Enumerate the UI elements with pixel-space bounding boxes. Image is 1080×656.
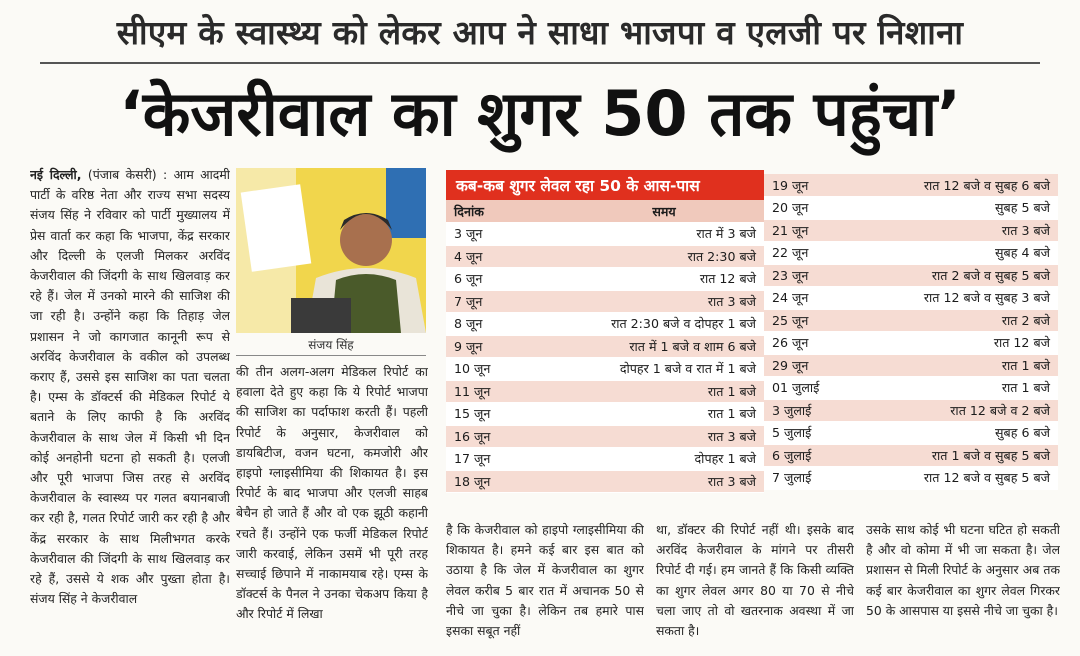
table-row	[446, 380, 764, 403]
dateline: नई दिल्ली,	[30, 167, 82, 182]
row-date: 6 जून	[446, 268, 564, 291]
article-column-3: है कि केजरीवाल को हाइपो ग्लाइसीमिया की शिकायत है। हमने कई बार इस बात को उठाया है कि जेल में केजरीवाल का शुगर लेवल करीब 5 बार रात में अचानक 50 से नीचे जा चुका है। लेकिन तब हमारे पास इसका सबूत नहीं	[446, 522, 644, 639]
row-date: 26 जून	[764, 332, 872, 355]
table-row	[764, 287, 1058, 310]
row-time: रात 3 बजे	[872, 219, 1058, 242]
row-time: रात 2:30 बजे व दोपहर 1 बजे	[564, 313, 764, 336]
table-row	[446, 313, 764, 336]
row-date: 5 जुलाई	[764, 422, 872, 445]
table-row	[764, 219, 1058, 242]
table-row	[446, 245, 764, 268]
row-time: रात 12 बजे	[564, 268, 764, 291]
table-row	[764, 354, 1058, 377]
row-date: 18 जून	[446, 470, 564, 493]
sanjay-singh-photo	[236, 168, 426, 333]
column-1-text: आम आदमी पार्टी के वरिष्ठ नेता और राज्य सभा सदस्य संजय सिंह ने रविवार को पार्टी मुख्यालय में प्रेस वार्ता कर कहा कि भाजपा, केंद्र सरकार और दिल्ली के एलजी मिलकर अरविंद केजरीवाल की जिंदगी के साथ खिलवाड़ कर रहे हैं। जेल में उनको मारने की साजिश की जा रही है। उन्होंने कहा कि तिहाड़ जेल प्रशासन ने जो कागजात कानूनी रूप से अरविंद केजरीवाल के वकील को उपलब्ध कराए हैं, उससे इस साजिश का पता चलता है। एम्स के डॉक्टर्स की मेडिकल रिपोर्ट ये बताने के लिए काफी है कि अरविंद केजरीवाल के साथ जेल में किसी भी दिन कोई अनहोनी घटना हो सकती है। एलजी और पूरी भाजपा जिस तरह से अरविंद केजरीवाल के स्वास्थ्य पर गलत बयानबाजी कर रही है, गलत रिपोर्ट जारी कर रही है और केंद्र सरकार के साथ मिलीभगत करके केजरीवाल की जिंदगी के साथ खिलवाड़ कर रहे हैं, उससे ये शक और पुख्ता होता है। संजय सिंह ने केजरीवाल	[30, 167, 230, 607]
table-row	[764, 444, 1058, 467]
row-time: रात 2:30 बजे	[564, 245, 764, 268]
table-row	[446, 470, 764, 493]
row-time: रात 2 बजे व सुबह 5 बजे	[872, 264, 1058, 287]
table-title: कब-कब शुगर लेवल रहा 50 के आस-पास	[446, 170, 764, 200]
table-row	[446, 335, 764, 358]
table-row	[764, 467, 1058, 490]
row-date: 16 जून	[446, 425, 564, 448]
row-time: रात 12 बजे	[872, 332, 1058, 355]
table-row	[446, 425, 764, 448]
row-date: 10 जून	[446, 358, 564, 381]
table-right	[764, 174, 1058, 490]
row-date: 29 जून	[764, 354, 872, 377]
table-row	[764, 422, 1058, 445]
source-tag: (पंजाब केसरी) :	[87, 167, 168, 182]
row-date: 24 जून	[764, 287, 872, 310]
row-date: 7 जून	[446, 290, 564, 313]
row-time: दोपहर 1 बजे	[564, 448, 764, 471]
row-date: 20 जून	[764, 197, 872, 220]
header-time: समय	[564, 200, 764, 223]
header-date: दिनांक	[446, 200, 564, 223]
row-time: रात 12 बजे व सुबह 6 बजे	[872, 174, 1058, 197]
row-time: सुबह 6 बजे	[872, 422, 1058, 445]
row-date: 8 जून	[446, 313, 564, 336]
table-row	[764, 377, 1058, 400]
row-time: रात 2 बजे	[872, 309, 1058, 332]
row-date: 01 जुलाई	[764, 377, 872, 400]
row-time: सुबह 4 बजे	[872, 242, 1058, 265]
row-date: 19 जून	[764, 174, 872, 197]
row-date: 6 जुलाई	[764, 444, 872, 467]
row-time: रात में 1 बजे व शाम 6 बजे	[564, 335, 764, 358]
table-row	[764, 242, 1058, 265]
table-row	[764, 264, 1058, 287]
table-row	[764, 399, 1058, 422]
row-date: 22 जून	[764, 242, 872, 265]
row-time: रात 12 बजे व सुबह 3 बजे	[872, 287, 1058, 310]
row-date: 17 जून	[446, 448, 564, 471]
article-column-5: उसके साथ कोई भी घटना घटित हो सकती है और वो कोमा में भी जा सकता है। जेल प्रशासन से मिली रिपोर्ट के अनुसार अब तक कई बार केजरीवाल का शुगर लेवल गिरकर 50 के आसपास या इससे नीचे जा चुका है।	[866, 522, 1060, 618]
row-date: 21 जून	[764, 219, 872, 242]
row-time: रात 1 बजे	[564, 403, 764, 426]
row-date: 11 जून	[446, 380, 564, 403]
table-row	[764, 332, 1058, 355]
row-date: 3 जून	[446, 223, 564, 246]
row-date: 7 जुलाई	[764, 467, 872, 490]
row-time: रात 1 बजे	[872, 354, 1058, 377]
table-row	[446, 448, 764, 471]
table-row	[764, 197, 1058, 220]
table-header-row	[446, 200, 764, 223]
row-time: रात में 3 बजे	[564, 223, 764, 246]
row-time: रात 1 बजे	[872, 377, 1058, 400]
photo-caption: संजय सिंह	[308, 338, 354, 352]
article-column-2: की तीन अलग-अलग मेडिकल रिपोर्ट का हवाला देते हुए कहा कि ये रिपोर्ट भाजपा की साजिश का पर्दाफाश करती हैं। पहली रिपोर्ट के अनुसार, केजरीवाल को डायबिटीज, वजन घटना, कमजोरी और हाइपो ग्लाइसीमिया की शिकायत है। इस रिपोर्ट के बाद भाजपा और एलजी साहब बेचैन हो जाते हैं और वो एक झूठी कहानी रचते हैं। उन्होंने एक फर्जी मेडिकल रिपोर्ट जारी करवाई, लेकिन उसमें भी पूरी तरह सच्चाई छिपाने में नाकामयाब रहे। एम्स के डॉक्टर्स के पैनल ने उनका चेकअप किया है और रिपोर्ट में लिखा	[236, 364, 428, 622]
table-row	[764, 174, 1058, 197]
row-time: रात 12 बजे व 2 बजे	[872, 399, 1058, 422]
row-time: रात 12 बजे व सुबह 5 बजे	[872, 467, 1058, 490]
row-date: 9 जून	[446, 335, 564, 358]
row-date: 15 जून	[446, 403, 564, 426]
row-time: रात 3 बजे	[564, 425, 764, 448]
kicker-headline: सीएम के स्वास्थ्य को लेकर आप ने साधा भाजपा व एलजी पर निशाना	[116, 12, 964, 52]
sugar-level-table	[446, 170, 1058, 508]
row-time: सुबह 5 बजे	[872, 197, 1058, 220]
table-row	[446, 223, 764, 246]
table-row	[446, 268, 764, 291]
main-headline: ‘केजरीवाल का शुगर 50 तक पहुंचा’	[119, 77, 961, 150]
row-time: दोपहर 1 बजे व रात में 1 बजे	[564, 358, 764, 381]
row-time: रात 1 बजे	[564, 380, 764, 403]
row-date: 3 जुलाई	[764, 399, 872, 422]
article-column-4: था, डॉक्टर की रिपोर्ट नहीं थी। इसके बाद अरविंद केजरीवाल के मांगने पर तीसरी रिपोर्ट दी गई। हम जानते हैं कि किसी व्यक्ति का शुगर लेवल अगर 80 या 70 से नीचे चला जाए तो वो खतरनाक अवस्था में जा सकता है।	[656, 522, 854, 639]
row-time: रात 3 बजे	[564, 470, 764, 493]
table-row	[764, 309, 1058, 332]
table-row	[446, 358, 764, 381]
table-row	[446, 290, 764, 313]
row-date: 4 जून	[446, 245, 564, 268]
row-time: रात 1 बजे व सुबह 5 बजे	[872, 444, 1058, 467]
article-column-1	[30, 165, 230, 649]
divider	[236, 355, 426, 356]
table-left	[446, 200, 764, 493]
table-row	[446, 403, 764, 426]
row-date: 25 जून	[764, 309, 872, 332]
row-date: 23 जून	[764, 264, 872, 287]
row-time: रात 3 बजे	[564, 290, 764, 313]
